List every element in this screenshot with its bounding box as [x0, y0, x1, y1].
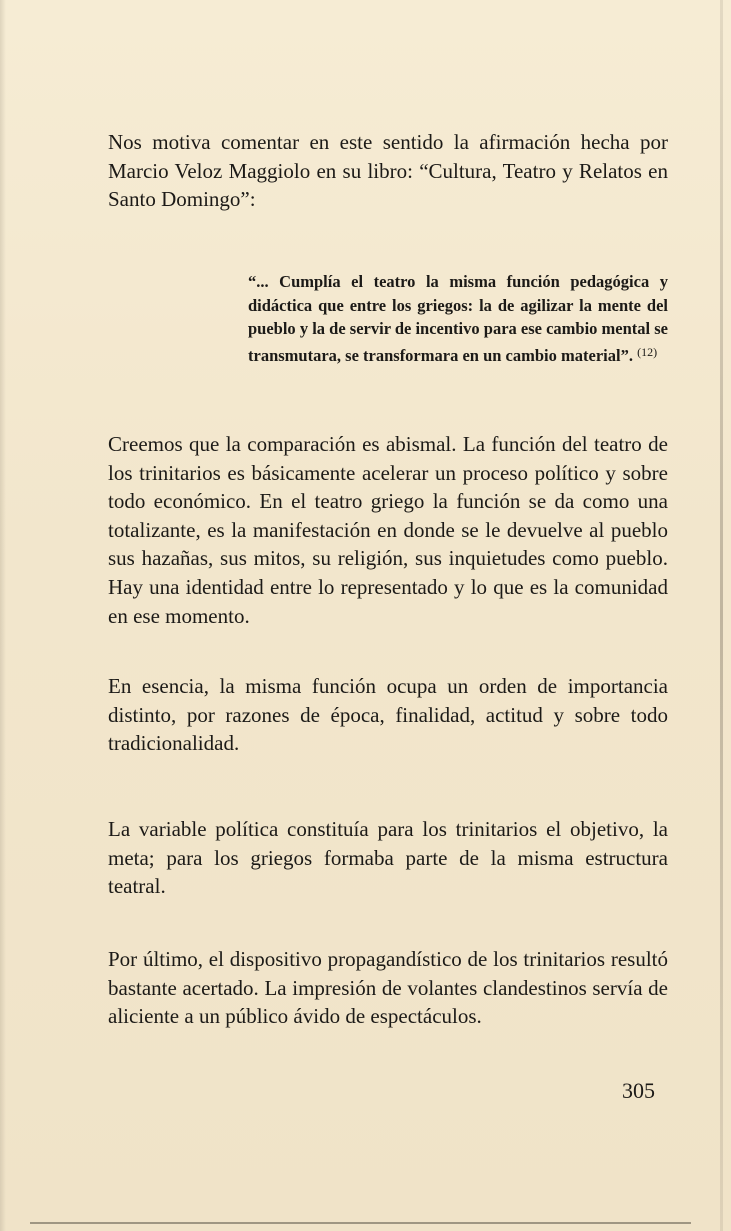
- paragraph-4: La variable política constituía para los trinitarios el objetivo, la meta; para los griegos formaba parte de la misma estructura teatral.: [108, 817, 668, 899]
- page-number: 305: [622, 1078, 655, 1103]
- quote-text: “... Cumplía el teatro la misma función pedagógica y didáctica que entre los griegos: la de agilizar la mente del pueblo y la de servir de incentivo para ese cambio mental se transmutara, se transformara en un cambio material”.: [248, 272, 668, 365]
- block-quote: [248, 270, 668, 367]
- page-bottom-edge: [30, 1222, 691, 1224]
- paragraph-3: En esencia, la misma función ocupa un orden de importancia distinto, por razones de época, finalidad, actitud y sobre todo tradicionalidad.: [108, 674, 668, 756]
- paragraph-5: Por último, el dispositivo propagandístico de los trinitarios resultó bastante acertado. La impresión de volantes clandestinos servía de aliciente a un público ávido de espectáculos.: [108, 947, 668, 1029]
- paragraph-2: Creemos que la comparación es abismal. La función del teatro de los trinitarios es básicamente acelerar un proceso político y sobre todo económico. En el teatro griego la función se da como una totalizante, es la manifestación en donde se le devuelve al pueblo sus hazañas, sus mitos, su religión, sus inquietudes como pueblo. Hay una identidad entre lo representado y lo que es la comunidad en ese momento.: [108, 432, 668, 628]
- page-right-edge: [720, 0, 723, 1231]
- paragraph-1: Nos motiva comentar en este sentido la afirmación hecha por Marcio Veloz Maggiolo en su libro: “Cultura, Teatro y Relatos en Santo Domingo”:: [108, 130, 668, 212]
- footnote-reference: (12): [637, 344, 658, 359]
- page-left-shadow: [0, 0, 6, 1231]
